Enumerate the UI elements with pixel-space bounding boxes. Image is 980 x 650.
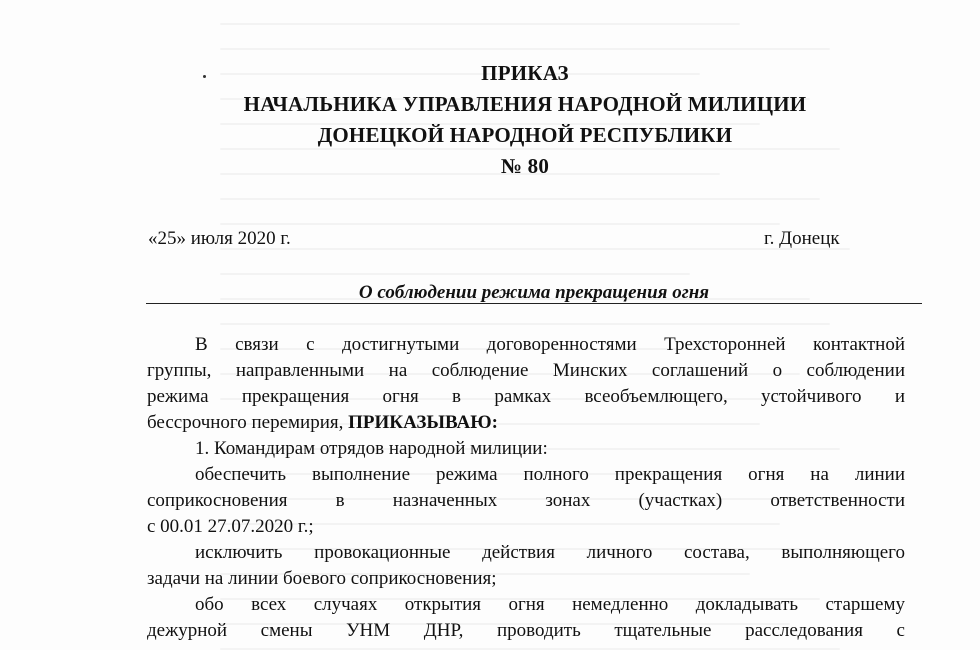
order-body xyxy=(147,332,905,644)
order-date: «25» июля 2020 г. xyxy=(148,228,291,249)
order-subject: О соблюдении режима прекращения огня xyxy=(358,282,710,303)
body-line: с 00.01 27.07.2020 г.; xyxy=(147,516,314,537)
body-line: группы, направленными на соблюдение Минских соглашений о соблюдении xyxy=(147,360,905,381)
list-item-1: 1. Командирам отрядов народной милиции: xyxy=(195,438,548,459)
body-line: режима прекращения огня в рамках всеобъемлющего, устойчивого и xyxy=(147,386,905,407)
body-line: обеспечить выполнение режима полного прекращения огня на линии xyxy=(195,464,905,485)
body-line: соприкосновения в назначенных зонах (участках) ответственности xyxy=(147,490,905,511)
order-issuer-line-1: НАЧАЛЬНИКА УПРАВЛЕНИЯ НАРОДНОЙ МИЛИЦИИ xyxy=(243,92,807,116)
subject-underline xyxy=(146,303,922,304)
order-number: № 80 xyxy=(500,154,550,178)
body-line: В связи с достигнутыми договоренностями Трехсторонней контактной xyxy=(195,334,905,355)
order-header xyxy=(0,58,980,182)
order-city: г. Донецк xyxy=(764,228,840,249)
order-keyword: ПРИКАЗЫВАЮ: xyxy=(348,412,498,433)
body-text: бессрочного перемирия, xyxy=(147,412,349,433)
body-line: обо всех случаях открытия огня немедленно докладывать старшему xyxy=(195,594,905,615)
body-line: дежурной смены УНМ ДНР, проводить тщательные расследования с xyxy=(147,620,905,641)
order-issuer-line-2: ДОНЕЦКОЙ НАРОДНОЙ РЕСПУБЛИКИ xyxy=(317,123,733,147)
body-line: задачи на линии боевого соприкосновения; xyxy=(147,568,497,589)
body-line: исключить провокационные действия личного состава, выполняющего xyxy=(195,542,905,563)
order-title: ПРИКАЗ xyxy=(481,61,569,85)
body-line xyxy=(147,410,905,436)
